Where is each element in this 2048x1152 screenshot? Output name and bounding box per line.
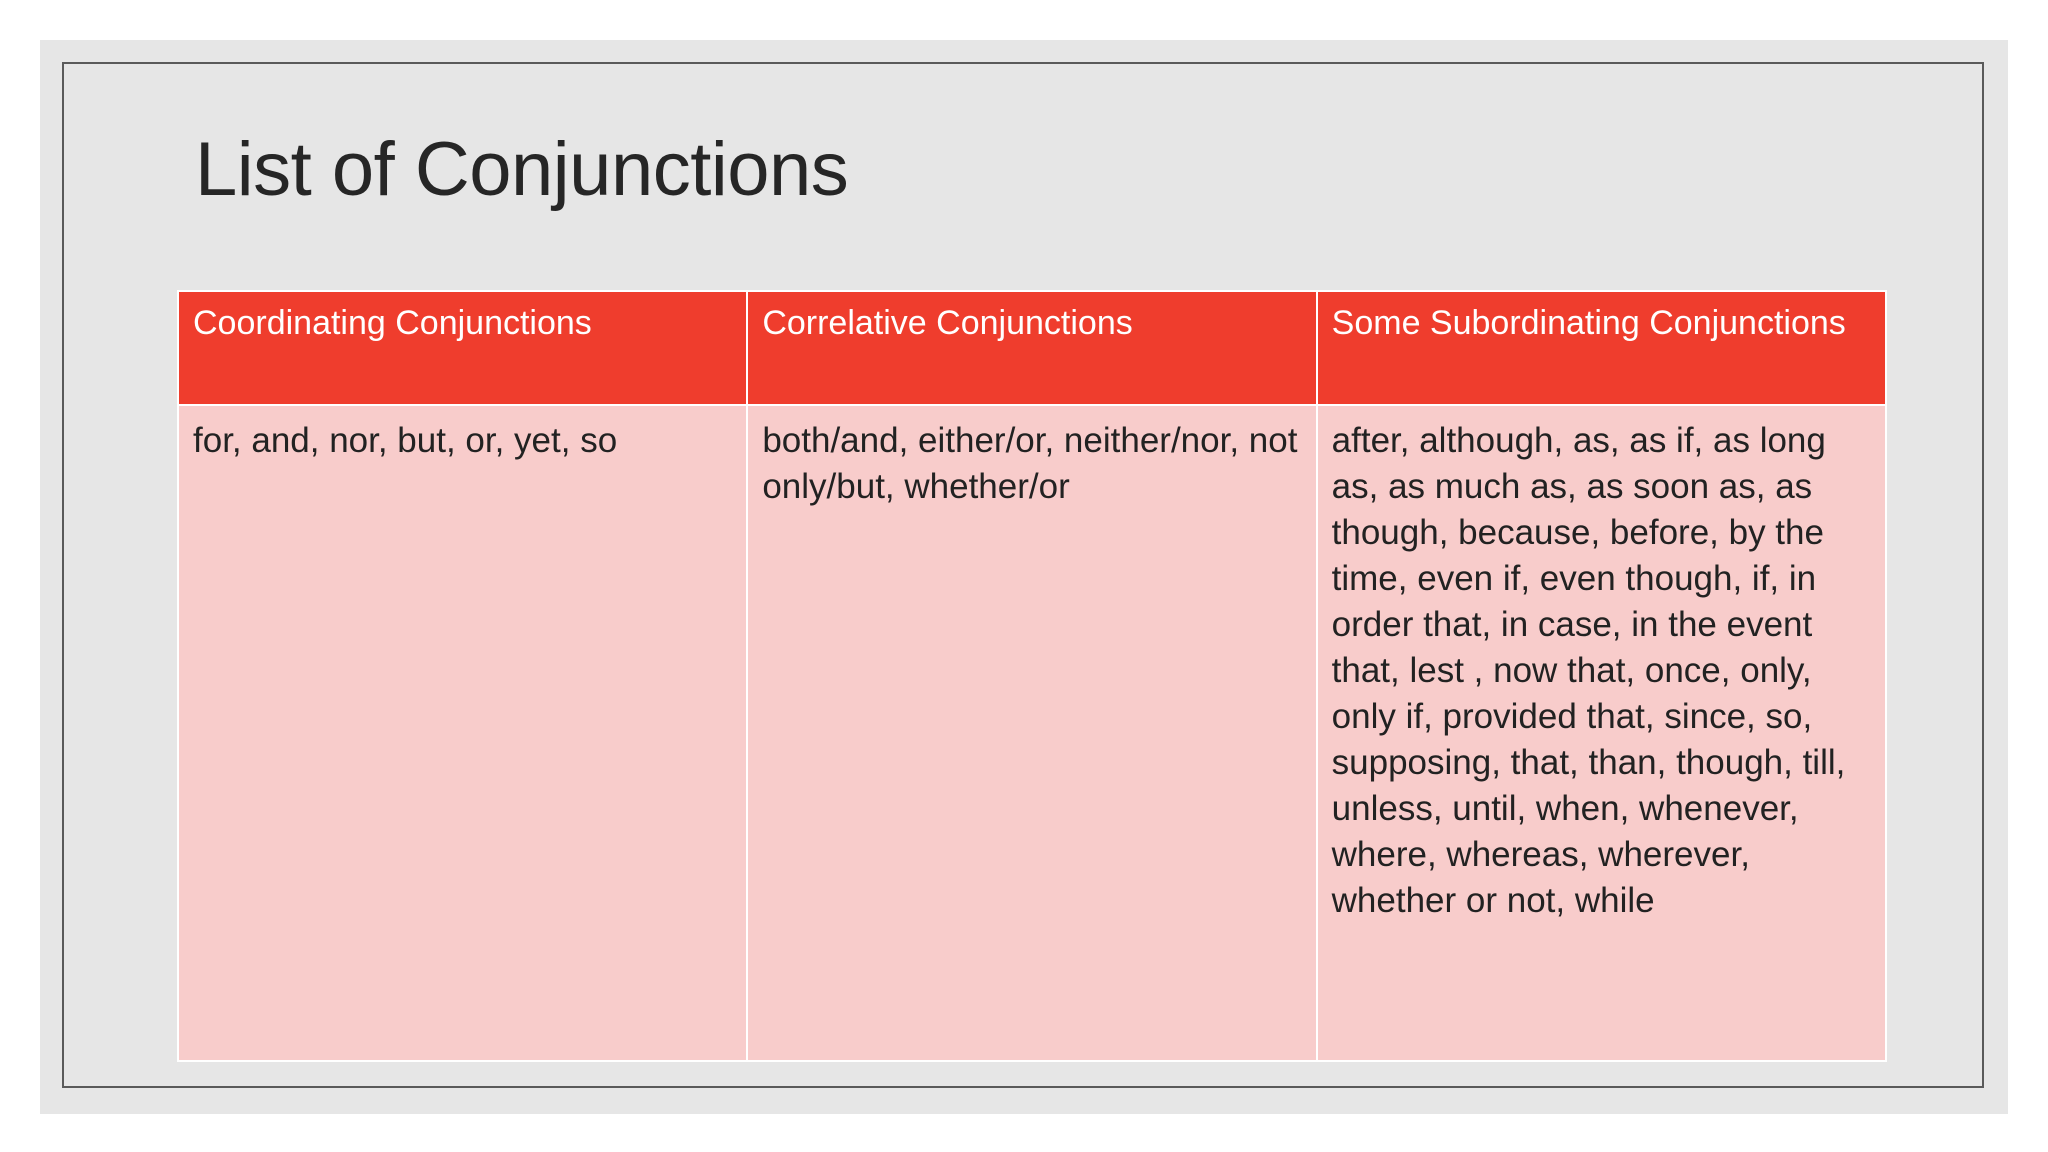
table-header-row	[178, 291, 1886, 405]
slide-title: List of Conjunctions	[195, 127, 849, 212]
header-correlative: Correlative Conjunctions	[747, 291, 1316, 405]
header-subordinating: Some Subordinating Conjunctions	[1317, 291, 1886, 405]
cell-subordinating-list: after, although, as, as if, as long as, as much as, as soon as, as though, because, before, by the time, even if, even though, if, in order that, in case, in the event that, lest , now that, once, only, only if, provided that, since, so, supposing, that, than, though, till, unless, until, when, whenever, where, whereas, wherever, whether or not, while	[1317, 405, 1886, 1061]
slide-canvas	[40, 40, 2008, 1114]
cell-correlative-list: both/and, either/or, neither/nor, not only/but, whether/or	[747, 405, 1316, 1061]
table-row	[178, 405, 1886, 1061]
header-coordinating: Coordinating Conjunctions	[178, 291, 747, 405]
cell-coordinating-list: for, and, nor, but, or, yet, so	[178, 405, 747, 1061]
conjunctions-table	[177, 290, 1887, 1062]
